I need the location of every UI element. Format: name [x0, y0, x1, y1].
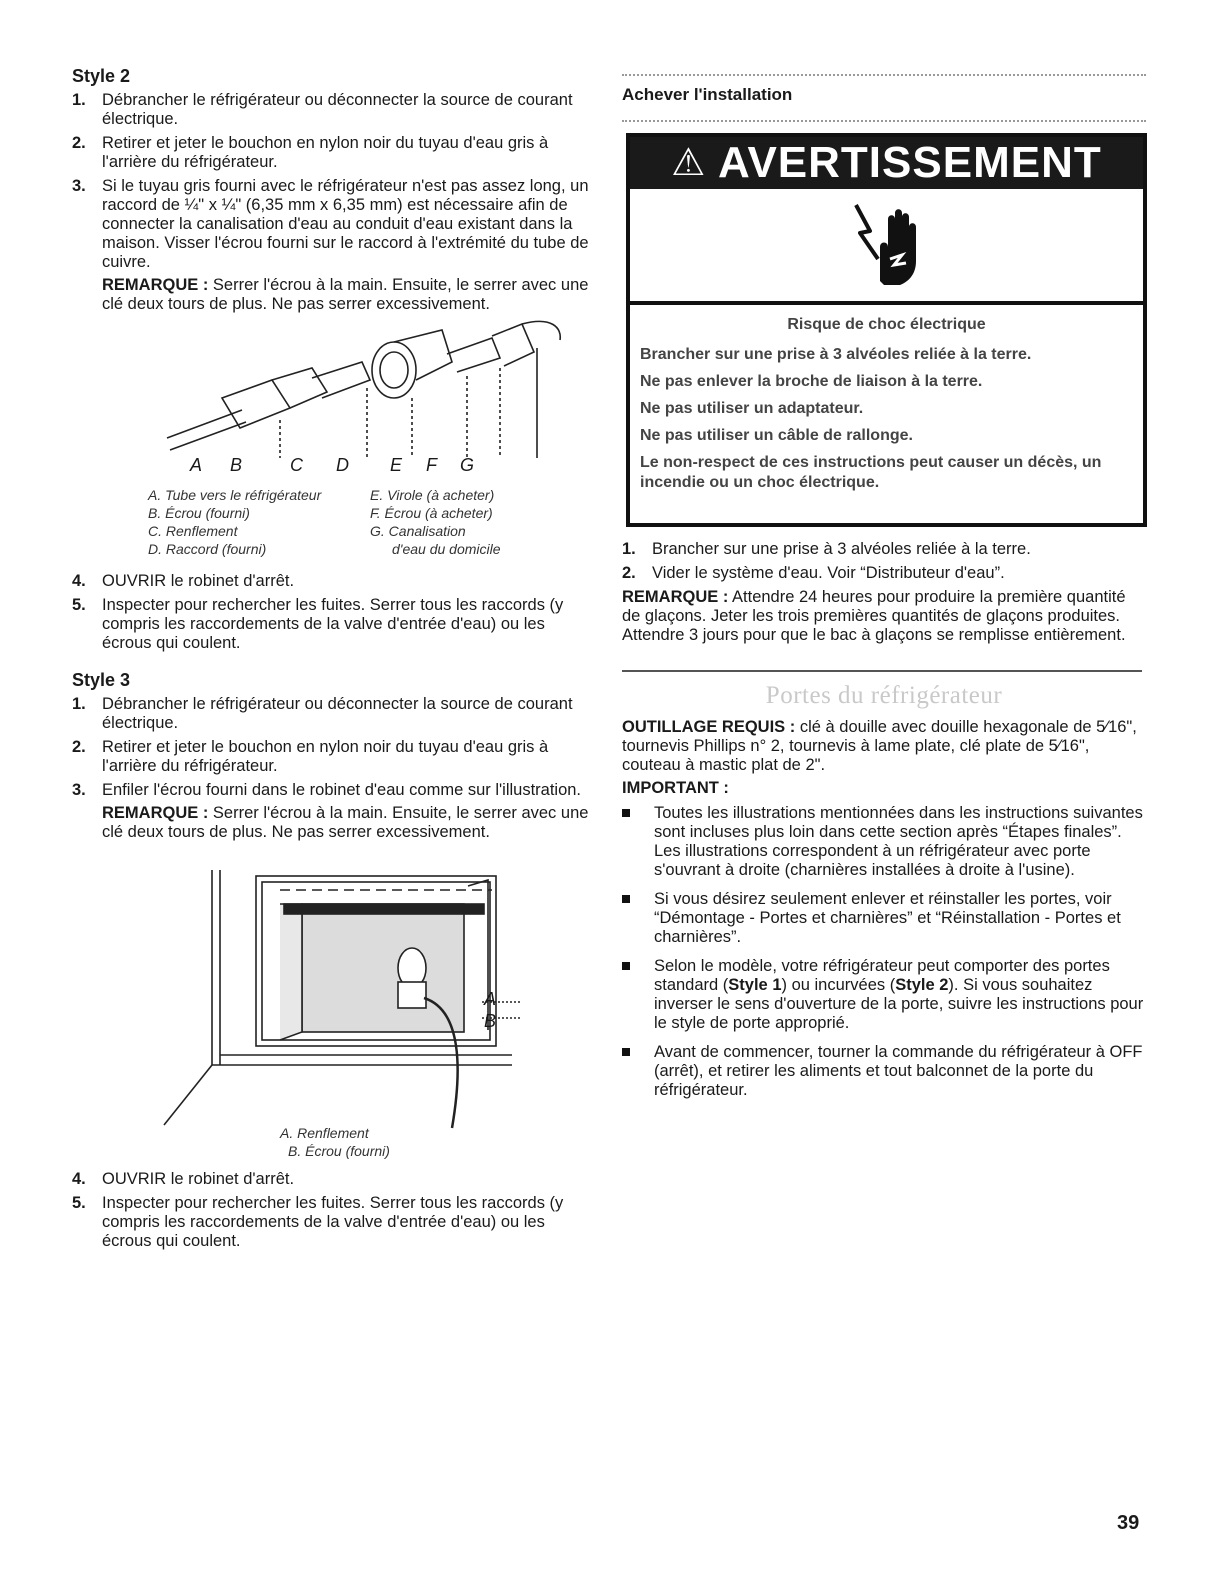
legend-item: B. Écrou (fourni) — [148, 505, 250, 521]
legend-item: E. Virole (à acheter) — [370, 487, 495, 503]
step-number: 4. — [72, 1170, 86, 1188]
step-number: 1. — [622, 540, 636, 558]
section-title: Achever l'installation — [622, 85, 793, 104]
bullet-text: Selon le modèle, votre réfrigérateur peut comporter des portes standard ( — [654, 957, 1110, 994]
legend-item: D. Raccord (fourni) — [148, 541, 267, 557]
step-number: 5. — [72, 1194, 86, 1212]
warning-risk: Risque de choc électrique — [787, 316, 986, 333]
legend-item: A. Tube vers le réfrigérateur — [148, 487, 322, 503]
step-text: Enfiler l'écrou fourni dans le robinet d'eau comme sur l'illustration. — [102, 781, 582, 799]
list-item — [622, 1043, 1146, 1100]
style2-note — [102, 276, 592, 314]
step-number: 5. — [72, 596, 86, 614]
step-number: 3. — [72, 177, 86, 195]
bullet-square-icon — [622, 1048, 630, 1056]
figure-label: A — [484, 989, 497, 1009]
page-number: 39 — [1117, 1512, 1140, 1534]
list-item — [72, 695, 592, 733]
list-item — [622, 540, 1146, 559]
divider — [622, 670, 1142, 672]
install-note — [622, 588, 1146, 645]
step-number: 4. — [72, 572, 86, 590]
legend-item: d'eau du domicile — [392, 541, 501, 557]
note-text: Serrer l'écrou à la main. Ensuite, le serrer avec une clé deux tours de plus. Ne pas serrer excessivement. — [102, 804, 589, 841]
legend-item: C. Renflement — [148, 523, 238, 539]
warning-line: Brancher sur une prise à 3 alvéoles reliée à la terre. — [640, 346, 1032, 363]
step-text: Débrancher le réfrigérateur ou déconnecter la source de courant électrique. — [102, 91, 573, 128]
legend-item: A. Renflement — [280, 1125, 369, 1141]
legend-item: G. Canalisation — [370, 523, 466, 539]
style2-fitting-illustration — [162, 318, 582, 468]
style2-legend — [148, 486, 588, 562]
style2-figure-letters — [190, 456, 610, 480]
step-number: 3. — [72, 781, 86, 799]
legend-item: F. Écrou (à acheter) — [370, 505, 493, 521]
pipe-fitting-drawing — [162, 318, 582, 468]
note-text: Serrer l'écrou à la main. Ensuite, le serrer avec une clé deux tours de plus. Ne pas serrer excessivement. — [102, 276, 589, 313]
warning-header — [630, 137, 1143, 189]
warning-line: Le non-respect de ces instructions peut causer un décès, un incendie ou un choc électrique. — [640, 454, 1102, 491]
warning-triangle-icon: ⚠ — [671, 142, 707, 184]
step-number: 2. — [72, 134, 86, 152]
style3-figure-letters — [484, 990, 514, 1034]
electric-shock-hand-icon — [852, 201, 924, 289]
list-item — [622, 890, 1146, 947]
style2-section — [72, 66, 592, 319]
tools-text: clé à douille avec douille hexagonale de 5⁄16", tournevis Phillips n° 2, tournevis à lame plate, clé plate de 5⁄16", couteau à mastic plat de 2". — [622, 718, 1137, 774]
style3-water-valve-illustration — [162, 870, 522, 1130]
water-valve-drawing — [162, 870, 522, 1130]
warning-line: Ne pas utiliser un adaptateur. — [640, 400, 864, 417]
warning-icon-area — [630, 189, 1143, 305]
style3-legend — [280, 1124, 480, 1160]
step-number: 2. — [622, 564, 636, 582]
step-text: OUVRIR le robinet d'arrêt. — [102, 1170, 295, 1188]
list-item — [622, 804, 1146, 880]
step-text: Inspecter pour rechercher les fuites. Serrer tous les raccords (y compris les raccordements de la valve d'entrée d'eau) ou les écrous qui coulent. — [102, 1194, 564, 1250]
step-number: 1. — [72, 91, 86, 109]
note-text: Attendre 24 heures pour produire la première quantité de glaçons. Jeter les trois premières quantités de glaçons produites. Attendre 3 jours pour que le bac à glaçons se remplisse entièrement. — [622, 588, 1126, 644]
bullet-square-icon — [622, 895, 630, 903]
list-item — [72, 781, 592, 842]
tools-label: OUTILLAGE REQUIS : — [622, 718, 796, 736]
step-text: Si le tuyau gris fourni avec le réfrigérateur n'est pas assez long, un raccord de ¼" x ¼" (6,35 mm x 6,35 mm) est nécessaire afin de connecter la canalisation d'eau au conduit d'eau existant dans la maison. Visser l'écrou fourni sur le raccord à l'extrémité du tube de cuivre. — [102, 177, 589, 271]
figure-label: D — [336, 455, 349, 475]
list-item — [622, 564, 1146, 583]
note-label: REMARQUE : — [622, 588, 729, 606]
note-label: REMARQUE : — [102, 276, 209, 294]
figure-label: E — [390, 455, 403, 475]
list-item — [72, 572, 592, 591]
warning-line: Ne pas utiliser un câble de rallonge. — [640, 427, 913, 444]
style2-steps — [72, 91, 592, 314]
tools-required — [622, 718, 1146, 775]
warning-title: AVERTISSEMENT — [717, 138, 1102, 187]
warning-box — [626, 133, 1147, 527]
note-label: REMARQUE : — [102, 804, 209, 822]
list-item — [72, 177, 592, 314]
doors-section-title: Portes du réfrigérateur — [765, 682, 1003, 709]
important-list — [622, 804, 1146, 1100]
figure-label: A — [190, 455, 203, 475]
legend-item: B. Écrou (fourni) — [288, 1143, 390, 1159]
step-number: 2. — [72, 738, 86, 756]
legend-right — [370, 486, 501, 558]
style2-steps-after — [72, 572, 592, 658]
style3-steps — [72, 695, 592, 842]
list-item — [72, 1194, 592, 1251]
step-text: Brancher sur une prise à 3 alvéoles reliée à la terre. — [652, 540, 1031, 558]
bullet-text: Si vous désirez seulement enlever et réinstaller les portes, voir “Démontage - Portes et charnières” et “Réinstallation - Portes et charnières”. — [654, 890, 1121, 946]
bullet-text: Toutes les illustrations mentionnées dans les instructions suivantes sont incluses plus loin dans cette section après “Étapes finales”. Les illustrations correspondent à un réfrigérateur avec porte s'ouvrant à droite (charnières installées à droite à l'usine). — [654, 804, 1143, 879]
step-text: Inspecter pour rechercher les fuites. Serrer tous les raccords (y compris les raccordements de la valve d'entrée d'eau) ou les écrous qui coulent. — [102, 596, 564, 652]
list-item — [72, 91, 592, 129]
tools-section — [622, 718, 1146, 1110]
bullet-text: Avant de commencer, tourner la commande du réfrigérateur à OFF (arrêt), et retirer les aliments et tout balconnet de la porte du réfrigérateur. — [654, 1043, 1143, 1099]
step-text: Débrancher le réfrigérateur ou déconnecter la source de courant électrique. — [102, 695, 573, 732]
legend-left — [148, 486, 321, 558]
bullet-square-icon — [622, 962, 630, 970]
bullet-square-icon — [622, 809, 630, 817]
bullet-text: ). Si vous souhaitez inverser le sens d'ouverture de la porte, suivre les instructions pour le style de porte approprié. — [654, 976, 1144, 1032]
warning-body — [630, 305, 1143, 493]
bullet-text-bold: Style 2 — [895, 976, 949, 994]
section-title-bar — [622, 74, 1146, 122]
figure-label: F — [426, 455, 437, 475]
warning-line: Ne pas enlever la broche de liaison à la terre. — [640, 373, 983, 390]
bullet-text: ) ou incurvées ( — [781, 976, 896, 994]
step-text: OUVRIR le robinet d'arrêt. — [102, 572, 295, 590]
step-text: Retirer et jeter le bouchon en nylon noir du tuyau d'eau gris à l'arrière du réfrigérateur. — [102, 738, 549, 775]
style3-note — [102, 804, 592, 842]
figure-label: G — [460, 455, 475, 475]
figure-label: C — [290, 455, 303, 475]
list-item — [72, 738, 592, 776]
step-number: 1. — [72, 695, 86, 713]
bullet-text-bold: Style 1 — [728, 976, 782, 994]
list-item — [72, 596, 592, 653]
install-steps — [622, 540, 1146, 645]
step-text: Vider le système d'eau. Voir “Distributeur d'eau”. — [652, 564, 1005, 582]
style2-heading: Style 2 — [72, 66, 131, 86]
figure-label: B — [230, 455, 243, 475]
list-item — [622, 957, 1146, 1033]
style3-heading: Style 3 — [72, 670, 131, 690]
style3-section — [72, 670, 592, 847]
important-label: IMPORTANT : — [622, 779, 729, 797]
list-item — [72, 134, 592, 172]
list-item — [72, 1170, 592, 1189]
step-text: Retirer et jeter le bouchon en nylon noir du tuyau d'eau gris à l'arrière du réfrigérateur. — [102, 134, 549, 171]
figure-label: B — [484, 1011, 497, 1031]
style3-steps-after — [72, 1170, 592, 1256]
